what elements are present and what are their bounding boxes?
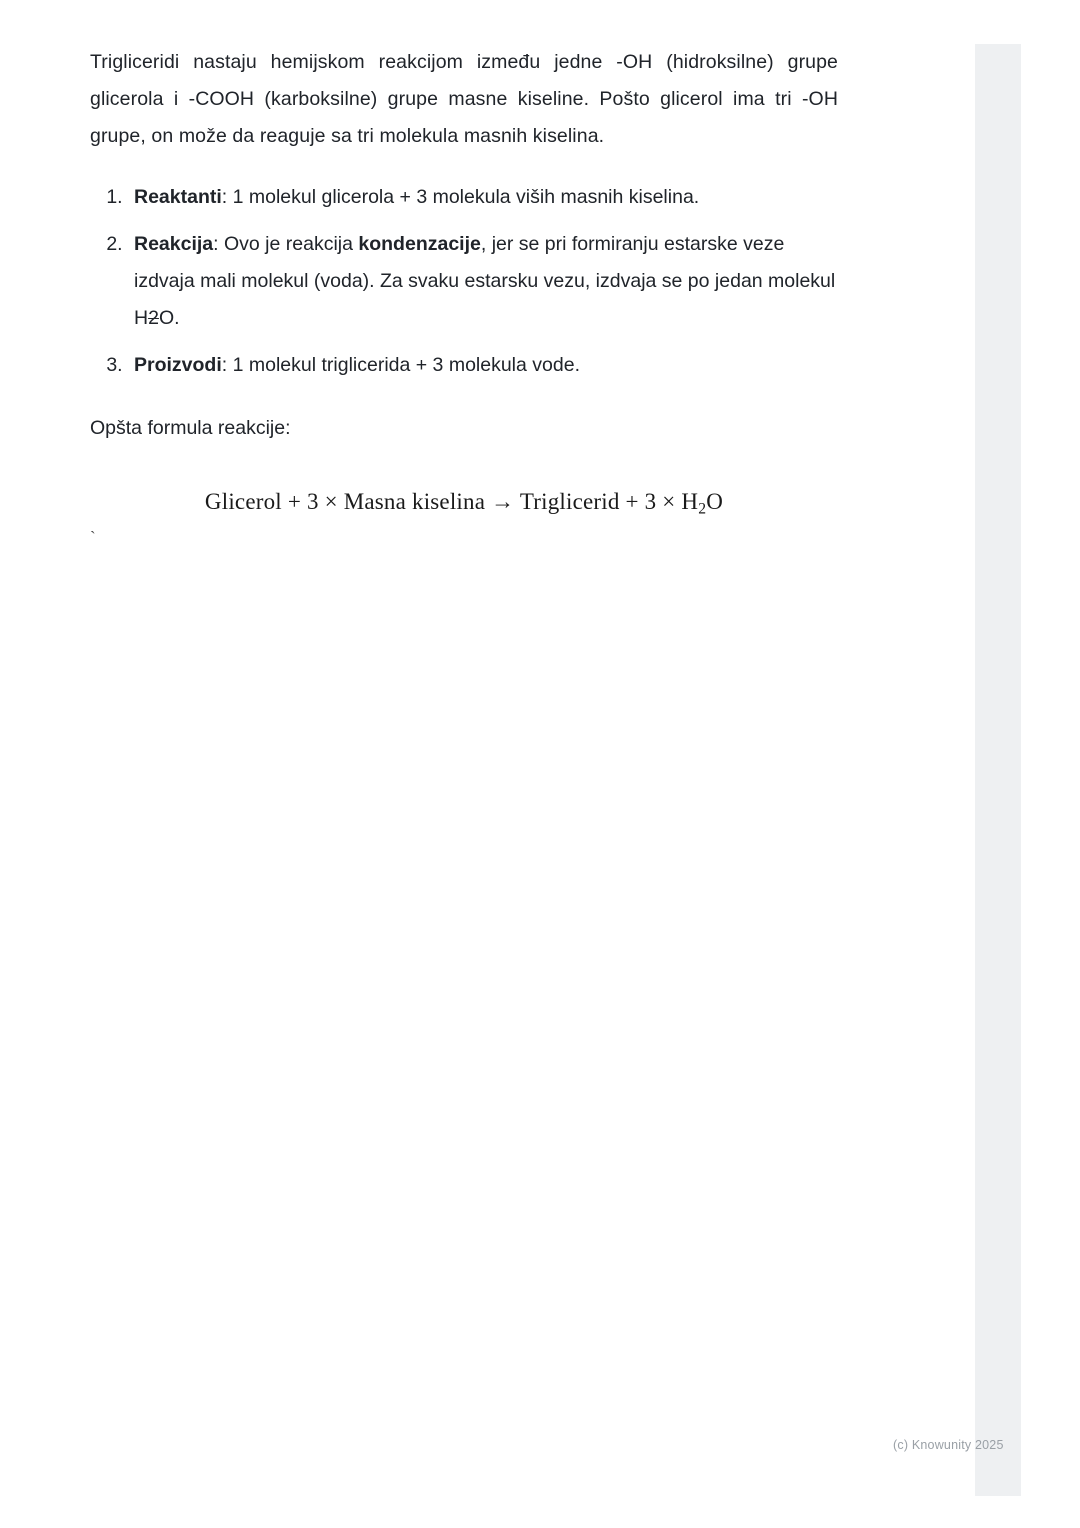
steps-list <box>90 179 838 384</box>
list-item <box>128 347 838 384</box>
step-text: : 1 molekul glicerola + 3 molekula viših masnih kiselina. <box>221 186 700 208</box>
formula-arrow-icon: → <box>491 489 515 514</box>
step-text: : 1 molekul triglicerida + 3 molekula vode. <box>221 354 580 376</box>
step-text-pre: : Ovo je reakcija <box>213 233 359 255</box>
step-formula-end: O. <box>158 307 180 329</box>
step-text-post: , jer se pri formiranju estarske veze izdvaja mali molekul (voda). Za svaku estarsku vezu, izdvaja se po jedan molekul H <box>134 233 836 329</box>
formula-right-side: Triglicerid + 3 × H <box>519 489 699 514</box>
stray-mark: ` <box>90 528 96 547</box>
intro-paragraph: Trigliceridi nastaju hemijskom reakcijom između jedne -OH (hidroksilne) grupe glicerola i -COOH (karboksilne) grupe masne kiseline. Pošto glicerol ima tri -OH grupe, on može da reaguje sa tri molekula masnih kiselina. <box>90 51 838 147</box>
step-label: Reaktanti <box>134 186 222 208</box>
reaction-formula <box>90 489 838 518</box>
list-item <box>128 179 838 216</box>
formula-right-suffix: O <box>706 489 724 514</box>
step-formula-subscript: 2 <box>148 307 159 329</box>
page-right-margin-strip <box>975 44 1021 1496</box>
formula-subscript: 2 <box>698 500 707 518</box>
document-content <box>90 44 838 518</box>
step-label: Reakcija <box>134 233 214 255</box>
step-text-emphasis: kondenzacije <box>358 233 481 255</box>
copyright-footer: (c) Knowunity 2025 <box>893 1438 1004 1452</box>
formula-left-side: Glicerol + 3 × Masna kiselina <box>204 489 486 514</box>
list-item <box>128 226 838 337</box>
formula-lead-text: Opšta formula reakcije: <box>90 417 291 439</box>
step-label: Proizvodi <box>134 354 222 376</box>
